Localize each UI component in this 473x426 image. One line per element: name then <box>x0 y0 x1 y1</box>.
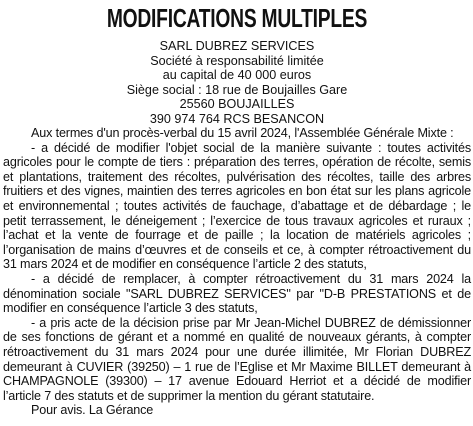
company-name: SARL DUBREZ SERVICES <box>159 39 315 53</box>
paragraph-company-name-change: - a décidé de remplacer, à compter rétroactivement du 31 mars 2024 la dénomination sociale "SARL DUBREZ SERVICES" par "D-B PRESTATIONS et de modifier en conséquence l’article 3 des statuts, <box>3 271 471 316</box>
company-legal-form: Société à responsabilité limitée <box>150 53 324 68</box>
company-city: 25560 BOUJAILLES <box>179 97 295 111</box>
notice-title: MODIFICATIONS MULTIPLES <box>106 3 368 33</box>
company-block <box>3 39 471 126</box>
paragraph-managers-change: - a pris acte de la décision prise par Mr Jean-Michel DUBREZ de démissionner de ses fonctions de gérant et a nommé en qualité de nouveaux gérants, à compter rétroactivement du 31 mars 2024 pour une durée illimitée, Mr Florian DUBREZ demeurant à CUVIER (39250) – 1 rue de l’Eglise et Mr Maxime BILLET demeurant à CHAMPAGNOLE (39300) – 17 avenue Edouard Herriot et a décidé de modifier l’article 7 des statuts et de supprimer la mention du gérant statutaire. <box>3 315 471 403</box>
company-rcs-number: 390 974 764 RCS BESANCON <box>149 111 325 126</box>
intro-paragraph: Aux termes d'un procès-verbal du 15 avril 2024, l'Assemblée Générale Mixte : <box>31 126 454 140</box>
company-registered-office: Siège social : 18 rue de Boujailles Gare <box>126 82 348 97</box>
paragraph-corporate-purpose: - a décidé de modifier l'objet social de la manière suivante : toutes activités agricoles pour le compte de tiers : préparation des terres, opération de récolte, semis et plantations, traitement des récoltes, pulvérisation des récoltes, taille des arbres fruitiers et des vignes, maintien des terres agricoles en bon état sur les plans agricole et environnemental ; toutes activités de fauchage, d’abattage et de débardage ; le petit terrassement, le déneigement ; l’exercice de tous travaux agricoles et ruraux ; l’achat et la vente de fourrage et de paille ; la location de matériels agricoles ; l’organisation de mains d’œuvres et de conseils et ce, à compter rétroactivement du 31 mars 2024 et de modifier en conséquence l’article 2 des statuts, <box>3 140 471 272</box>
notice-body <box>3 126 471 418</box>
closing-signature: Pour avis. La Gérance <box>31 403 154 418</box>
company-capital: au capital de 40 000 euros <box>162 68 312 82</box>
